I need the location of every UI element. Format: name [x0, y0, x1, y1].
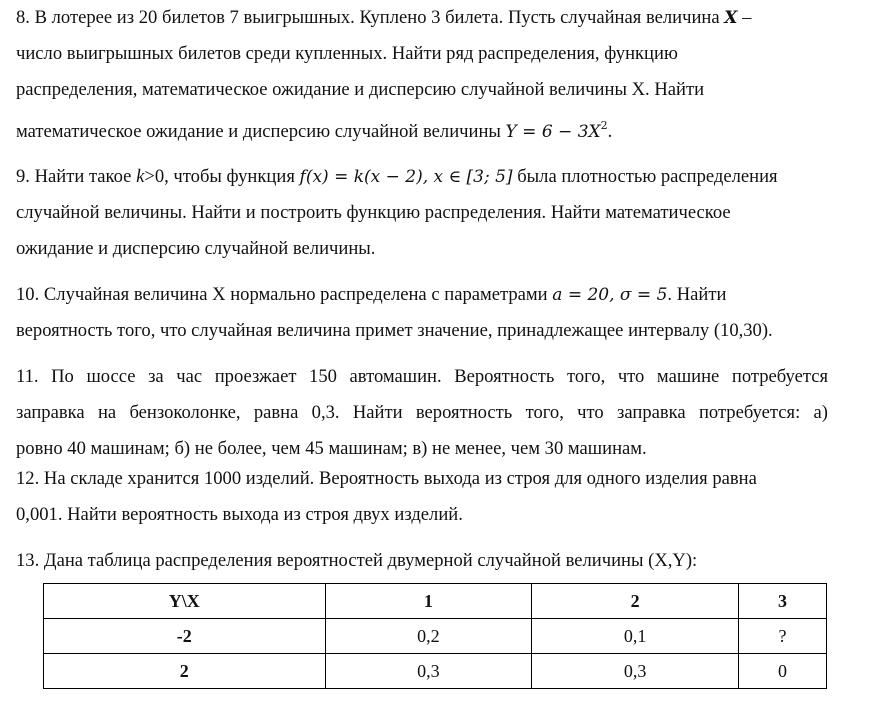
distribution-table: [43, 583, 827, 689]
table-cell: 0,3: [532, 654, 739, 689]
math-formula-y: $Y = 6 - 3X^2$: [505, 119, 608, 142]
table-header-cell: Y\X: [44, 584, 326, 619]
math-variable-x: X: [724, 8, 738, 28]
table-header-cell: 3: [738, 584, 826, 619]
table-cell: 0,3: [325, 654, 532, 689]
math-formula-params: a = 20, σ = 5: [552, 285, 668, 305]
table-row-label: 2: [44, 654, 326, 689]
math-formula-density: f(x) = k(x − 2), x ∈ [3; 5]: [299, 167, 513, 187]
table-row: [44, 654, 827, 689]
table-cell: 0: [738, 654, 826, 689]
problem-8: 8. В лотерее из 20 билетов 7 выигрышных. Куплено 3 билета. Пусть случайная величина X – число выигрышных билетов среди купленных. Найти ряд распределения, функцию распределения, математическое ожидание и дисперсию случайной величины X. Найти математическое ожидание и дисперсию случайной величины $Y = 6 - 3X^2$.: [16, 7, 752, 142]
table-cell: 0,1: [532, 619, 739, 654]
table-cell: 0,2: [325, 619, 532, 654]
table-row-label: -2: [44, 619, 326, 654]
table-header-cell: 2: [532, 584, 739, 619]
table-header-cell: 1: [325, 584, 532, 619]
table-header-row: [44, 584, 827, 619]
table-row: [44, 619, 827, 654]
problem-9: 9. Найти такое k>0, чтобы функция f(x) = k(x − 2), x ∈ [3; 5] была плотностью распределения случайной величины. Найти и построить функцию распределения. Найти математическое ожидание и дисперсию случайной величины.: [16, 166, 778, 259]
problem-12: 12. На складе хранится 1000 изделий. Вероятность выхода из строя для одного изделия равна 0,001. Найти вероятность выхода из строя двух изделий.: [16, 468, 757, 525]
problem-11: 11. По шоссе за час проезжает 150 автомашин. Вероятность того, что машине потребуется заправка на бензоколонке, равна 0,3. Найти вероятность того, что заправка потребуется: а) ровно 40 машинам; б) не более, чем 45 машинам; в) не менее, чем 30 машинам.: [16, 366, 828, 459]
problem-10: 10. Случайная величина X нормально распределена с параметрами a = 20, σ = 5. Найти вероятность того, что случайная величина примет значение, принадлежащее интервалу (10,30).: [16, 284, 773, 341]
math-variable-k: k: [136, 166, 145, 187]
problem-13: 13. Дана таблица распределения вероятностей двумерной случайной величины (X,Y):: [16, 550, 698, 571]
table-cell: ?: [738, 619, 826, 654]
